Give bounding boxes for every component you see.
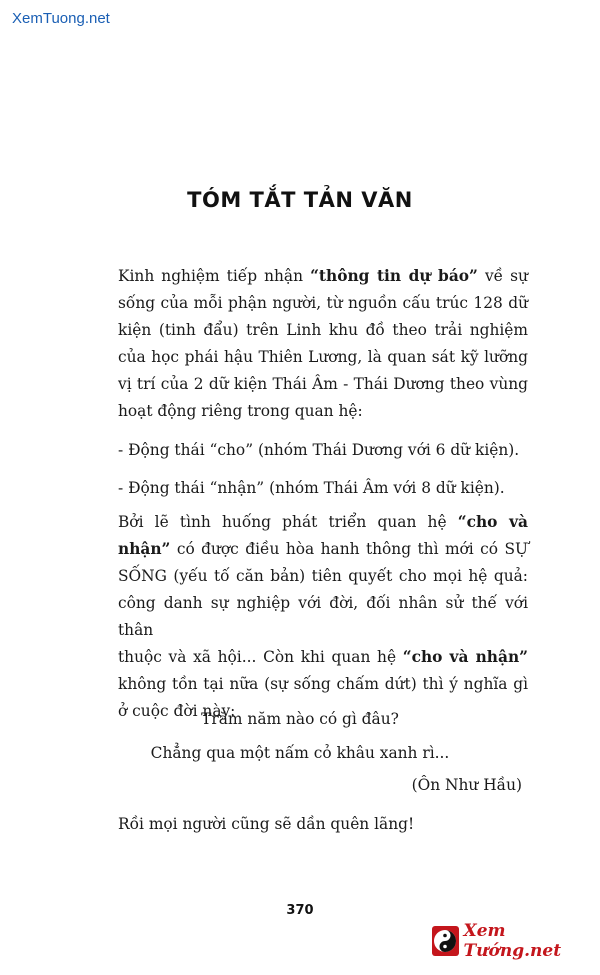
paragraph-2-line-3: SỐNG (yếu tố căn bản) tiên quyết cho mọi hệ quả: xyxy=(118,567,528,585)
dash-item-give: - Động thái “cho” (nhóm Thái Dương với 6 dữ kiện). xyxy=(118,441,520,459)
paragraph-1-line-5: vị trí của 2 dữ kiện Thái Âm - Thái Dương theo vùng xyxy=(118,375,528,393)
watermark-site-name: XemTuong.net xyxy=(12,10,110,27)
poem-line-1: Trăm năm nào có gì đâu? xyxy=(201,710,399,728)
text-run: Bởi lẽ tình huống phát triển quan hệ xyxy=(118,513,458,531)
paragraph-1-line-1 xyxy=(118,263,528,290)
paragraph-2-line-4: công danh sự nghiệp với đời, đối nhân sử thế với thân xyxy=(118,594,528,639)
poem-line-2: Chẳng qua một nấm cỏ khâu xanh rì... xyxy=(150,744,450,762)
paragraph-2-line-6: không tồn tại nữa (sự sống chấm dứt) thì ý nghĩa gì xyxy=(118,675,528,693)
bold-term: “cho và xyxy=(457,513,529,531)
paragraph-1-line-6: hoạt động riêng trong quan hệ: xyxy=(118,402,363,420)
bold-term: “cho và nhận” xyxy=(402,648,528,666)
closing-line: Rồi mọi người cũng sẽ dần quên lãng! xyxy=(118,815,415,833)
text-run: có được điều hòa hanh thông thì mới có SỰ xyxy=(170,540,528,558)
paragraph-1-line-2: sống của mỗi phận người, từ nguồn cấu trúc 128 dữ xyxy=(118,294,528,312)
logo-text: Xem Tướng.net xyxy=(463,921,562,961)
site-logo xyxy=(432,921,592,961)
paragraph-2 xyxy=(118,509,528,725)
text-run: thuộc và xã hội... Còn khi quan hệ xyxy=(118,648,403,666)
text-run: Kinh nghiệm tiếp nhận xyxy=(118,267,311,285)
bold-term: “thông tin dự báo” xyxy=(310,267,478,285)
page-number: 370 xyxy=(286,903,314,918)
dash-item-receive: - Động thái “nhận” (nhóm Thái Âm với 8 dữ kiện). xyxy=(118,479,505,497)
paragraph-2-line-1 xyxy=(118,509,528,536)
paragraph-1-line-3: kiện (tinh đẩu) trên Linh khu đồ theo trải nghiệm xyxy=(118,321,528,339)
yin-yang-icon xyxy=(432,926,459,956)
paragraph-2-line-5 xyxy=(118,644,528,671)
paragraph-2-line-7: ở cuộc đời này: xyxy=(118,702,236,720)
text-run: về sự xyxy=(477,267,528,285)
poem-attribution: (Ôn Như Hầu) xyxy=(411,776,522,794)
paragraph-1-line-4: của học phái hậu Thiên Lương, là quan sát kỹ lưỡng xyxy=(118,348,528,366)
bold-term: nhận” xyxy=(118,540,171,558)
paragraph-1 xyxy=(118,263,528,425)
paragraph-2-line-2 xyxy=(118,536,528,563)
page-title: TÓM TẮT TẢN VĂN xyxy=(187,188,413,212)
